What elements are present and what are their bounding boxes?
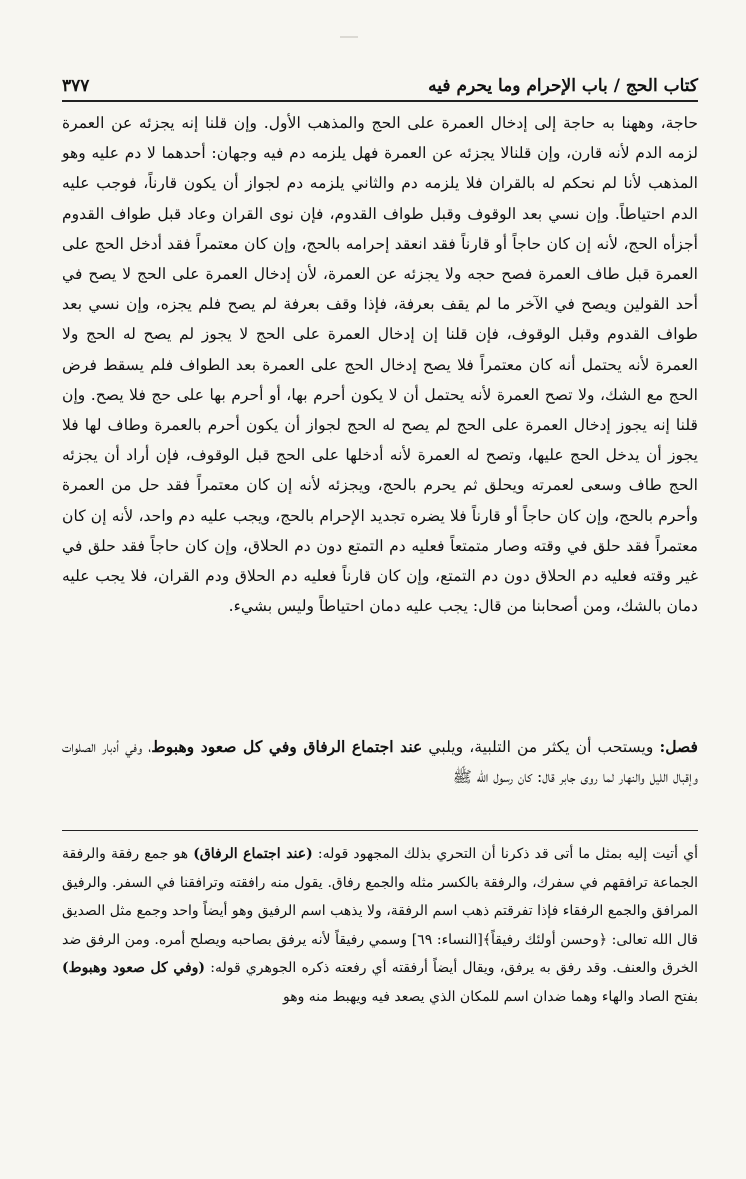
- main-paragraph: حاجة، وههنا به حاجة إلى إدخال العمرة على الحج والمذهب الأول. وإن قلنا إنه يجزئه عن العمرة لزمه الدم لأنه قارن، وإن قلنالا يجزئه عن العمرة فهل يلزمه دم فيه وجهان: أحدهما لا دم عليه وهو المذهب لأنا لم نحكم له بالقران فلا يلزمه دم والثاني يلزمه دم لجواز أن يكون قارناً، فوجب عليه الدم احتياطاً. وإن نسي بعد الوقوف وقبل طواف القدوم، فإن نوى القران وعاد قبل طواف القدوم أجزأه الحج، لأنه إن كان حاجاً أو قارناً فقد انعقد إحرامه بالحج، وإن كان معتمراً فقد أدخل الحج على العمرة قبل طاف العمرة فصح حجه ولا يجزئه عن العمرة، لأن إدخال العمرة على الحج لا يصح في أحد القولين ويصح في الآخر ما لم يقف بعرفة، فإذا وقف بعرفة لم يصح فلم يجزه، وإن نسي بعد طواف القدوم وقبل الوقوف، فإن قلنا إن إدخال العمرة على الحج لا يجوز لم يصح له الحج ولا العمرة لأنه يحتمل أنه كان معتمراً فلا يصح إدخال الحج على العمرة بعد الطواف فلم يسقط فرض الحج مع الشك، ولا تصح العمرة لأنه يحتمل أن لا يكون أحرم بها، أو أحرم بها على حج فلا يصح. وإن قلنا إنه يجوز إدخال العمرة على الحج لم يصح له الحج لجواز أن يكون أحرم بالعمرة وطاف لها فلا يجوز أن يدخل الحج عليها، وتصح له العمرة لأنه أدخلها على الحج قبل الوقوف، فإن أراد أن يجزئه الحج طاف وسعى لعمرته ويحلق ثم يحرم بالحج، ويجزئه لأنه إن كان معتمراً فقد حل من العمرة وأحرم بالحج، وإن كان حاجاً أو قارناً فلا يضره تجديد الإحرام بالحج، ويجب عليه دم واحد، لأنه إن كان معتمراً فقد حلق في وقته وصار متمتعاً فعليه دم التمتع دون دم الحلاق، وإن كان حاجاً فقد حلق في غير وقته فعليه دم الحلاق دون دم التمتع، وإن كان قارناً فعليه دم الحلاق ودم القران، فلا يجب عليه دمان بالشك، ومن أصحابنا من قال: يجب عليه دمان احتياطاً وليس بشيء.: [62, 114, 698, 616]
- running-title: كتاب الحج / باب الإحرام وما يحرم فيه: [428, 76, 698, 96]
- fasl-section: [62, 732, 698, 792]
- footnotes: [62, 840, 698, 1012]
- main-text: [62, 108, 698, 621]
- scan-artifact: [340, 36, 358, 38]
- header-rule: [62, 100, 698, 102]
- fasl-bold-phrase: عند اجتماع الرفاق وفي كل صعود وهبوط: [151, 737, 423, 756]
- footnote-paragraph: [62, 840, 698, 1012]
- fasl-text-1: ويستحب أن يكثر من التلبية، ويلبي: [422, 738, 660, 756]
- page-header: [62, 56, 698, 96]
- footnote-rule: [62, 830, 698, 831]
- page-number: ٣٧٧: [62, 76, 90, 96]
- footnote-bold-1: (عند اجتماع الرفاق): [193, 846, 313, 862]
- footnote-text-1: أي أتيت إليه بمثل ما أتى قد ذكرنا أن التحري بذلك المجهود قوله:: [312, 846, 698, 862]
- fasl-paragraph: [62, 732, 698, 792]
- fasl-text-2: ، وفي أدبار الصلوات وإقبال الليل والنهار لما روى جابر قال: كان رسول الله ﷺ: [62, 738, 698, 786]
- footnote-text-3: بفتح الصاد والهاء وهما ضدان اسم للمكان الذي يصعد فيه ويهبط منه وهو: [282, 988, 698, 1005]
- fasl-label: فصل:: [659, 737, 698, 756]
- footnote-text-2: هو جمع رفقة والرفقة الجماعة ترافقهم في سفرك، والرفقة بالكسر مثله والجمع رفاق. يقول منه رافقته وترافقنا في السفر. والرفيق المرافق والجمع الرفقاء فإذا تفرقتم ذهب اسم الرفقة، ولا يذهب اسم الرفيق وهو أيضاً واحد وجمع مثل الصديق قال الله تعالى: ﴿وحسن أولئك رفيقاً﴾[النساء: ٦٩] وسمي رفيقاً لأنه يرفق بصاحبه ويصلح أمره. ومن الرفق ضد الخرق والعنف. وقد رفق به يرفق، ويقال أيضاً أرفقته أي رفعته ذكره الجوهري قوله:: [62, 846, 698, 977]
- footnote-bold-2: (وفي كل صعود وهبوط): [62, 960, 206, 977]
